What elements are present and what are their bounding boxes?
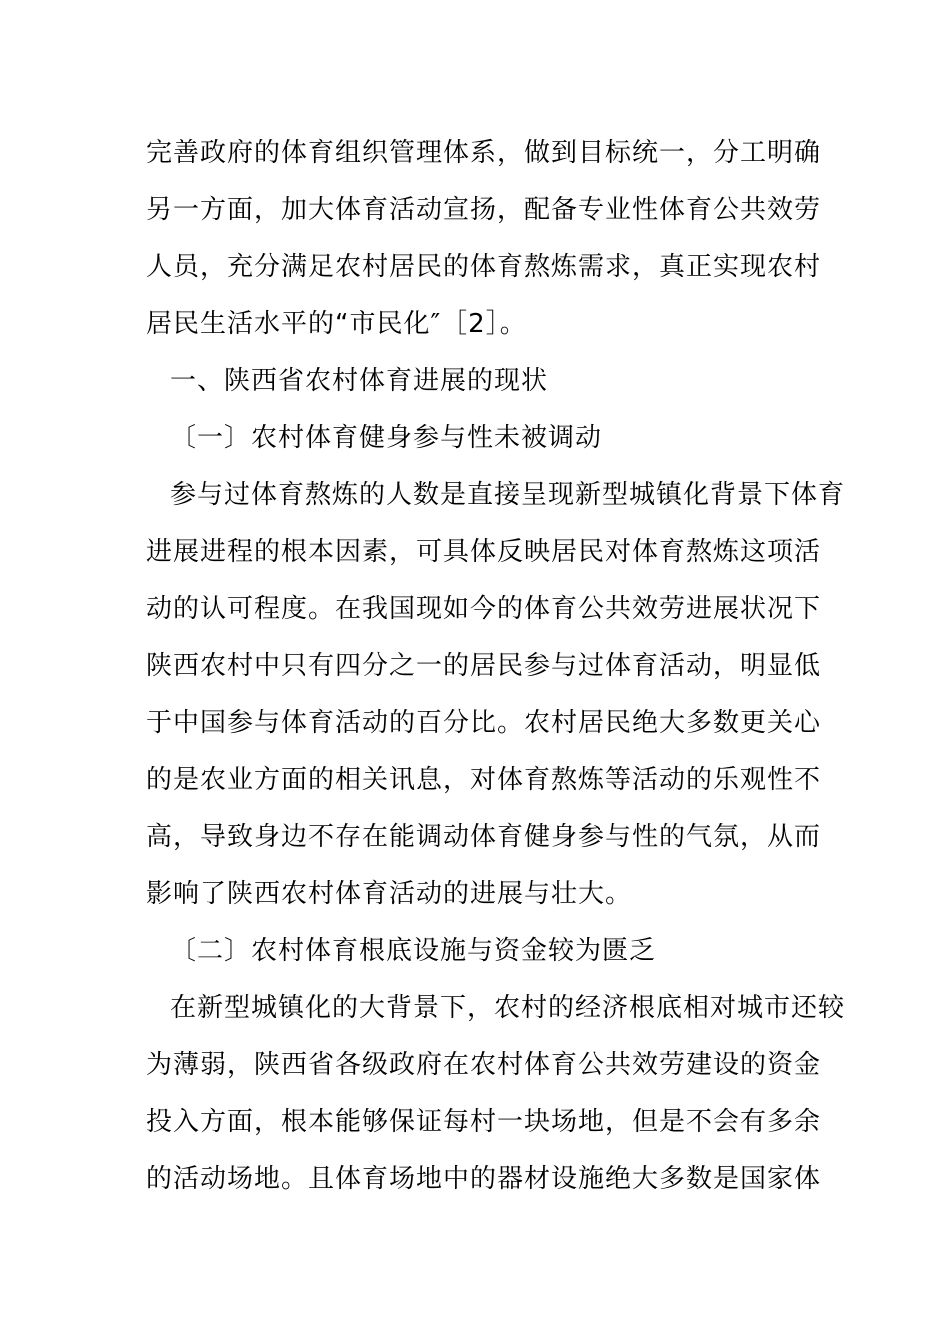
subsection-heading: 〔一〕农村体育健身参与性未被调动 (170, 423, 603, 453)
text-line: 动的认可程度。在我国现如今的体育公共效劳进展状况下 (146, 594, 822, 624)
section-heading: 一、陕西省农村体育进展的现状 (170, 366, 549, 396)
text-line: 参与过体育熬炼的人数是直接呈现新型城镇化背景下体育 (170, 480, 846, 510)
text-line: 的活动场地。且体育场地中的器材设施绝大多数是国家体 (146, 1164, 822, 1194)
text-line: 在新型城镇化的大背景下，农村的经济根底相对城市还较 (170, 993, 846, 1023)
subsection-heading: 〔二〕农村体育根底设施与资金较为匮乏 (170, 936, 657, 966)
text-line: 完善政府的体育组织管理体系，做到目标统一，分工明确 (146, 138, 822, 168)
text-line: 高，导致身边不存在能调动体育健身参与性的气氛，从而 (146, 822, 822, 852)
text-line: 另一方面，加大体育活动宣扬，配备专业性体育公共效劳 (146, 195, 822, 225)
text-line: 进展进程的根本因素，可具体反映居民对体育熬炼这项活 (146, 537, 822, 567)
text-line: 陕西农村中只有四分之一的居民参与过体育活动，明显低 (146, 651, 822, 681)
text-line: 于中国参与体育活动的百分比。农村居民绝大多数更关心 (146, 708, 822, 738)
text-line: 为薄弱，陕西省各级政府在农村体育公共效劳建设的资金 (146, 1050, 822, 1080)
text-line: 的是农业方面的相关讯息，对体育熬炼等活动的乐观性不 (146, 765, 822, 795)
text-line: 居民生活水平的“市民化″［2］。 (146, 309, 527, 339)
text-line: 投入方面，根本能够保证每村一块场地，但是不会有多余 (146, 1107, 822, 1137)
text-line: 人员，充分满足农村居民的体育熬炼需求，真正实现农村 (146, 252, 822, 282)
text-line: 影响了陕西农村体育活动的进展与壮大。 (146, 879, 633, 909)
